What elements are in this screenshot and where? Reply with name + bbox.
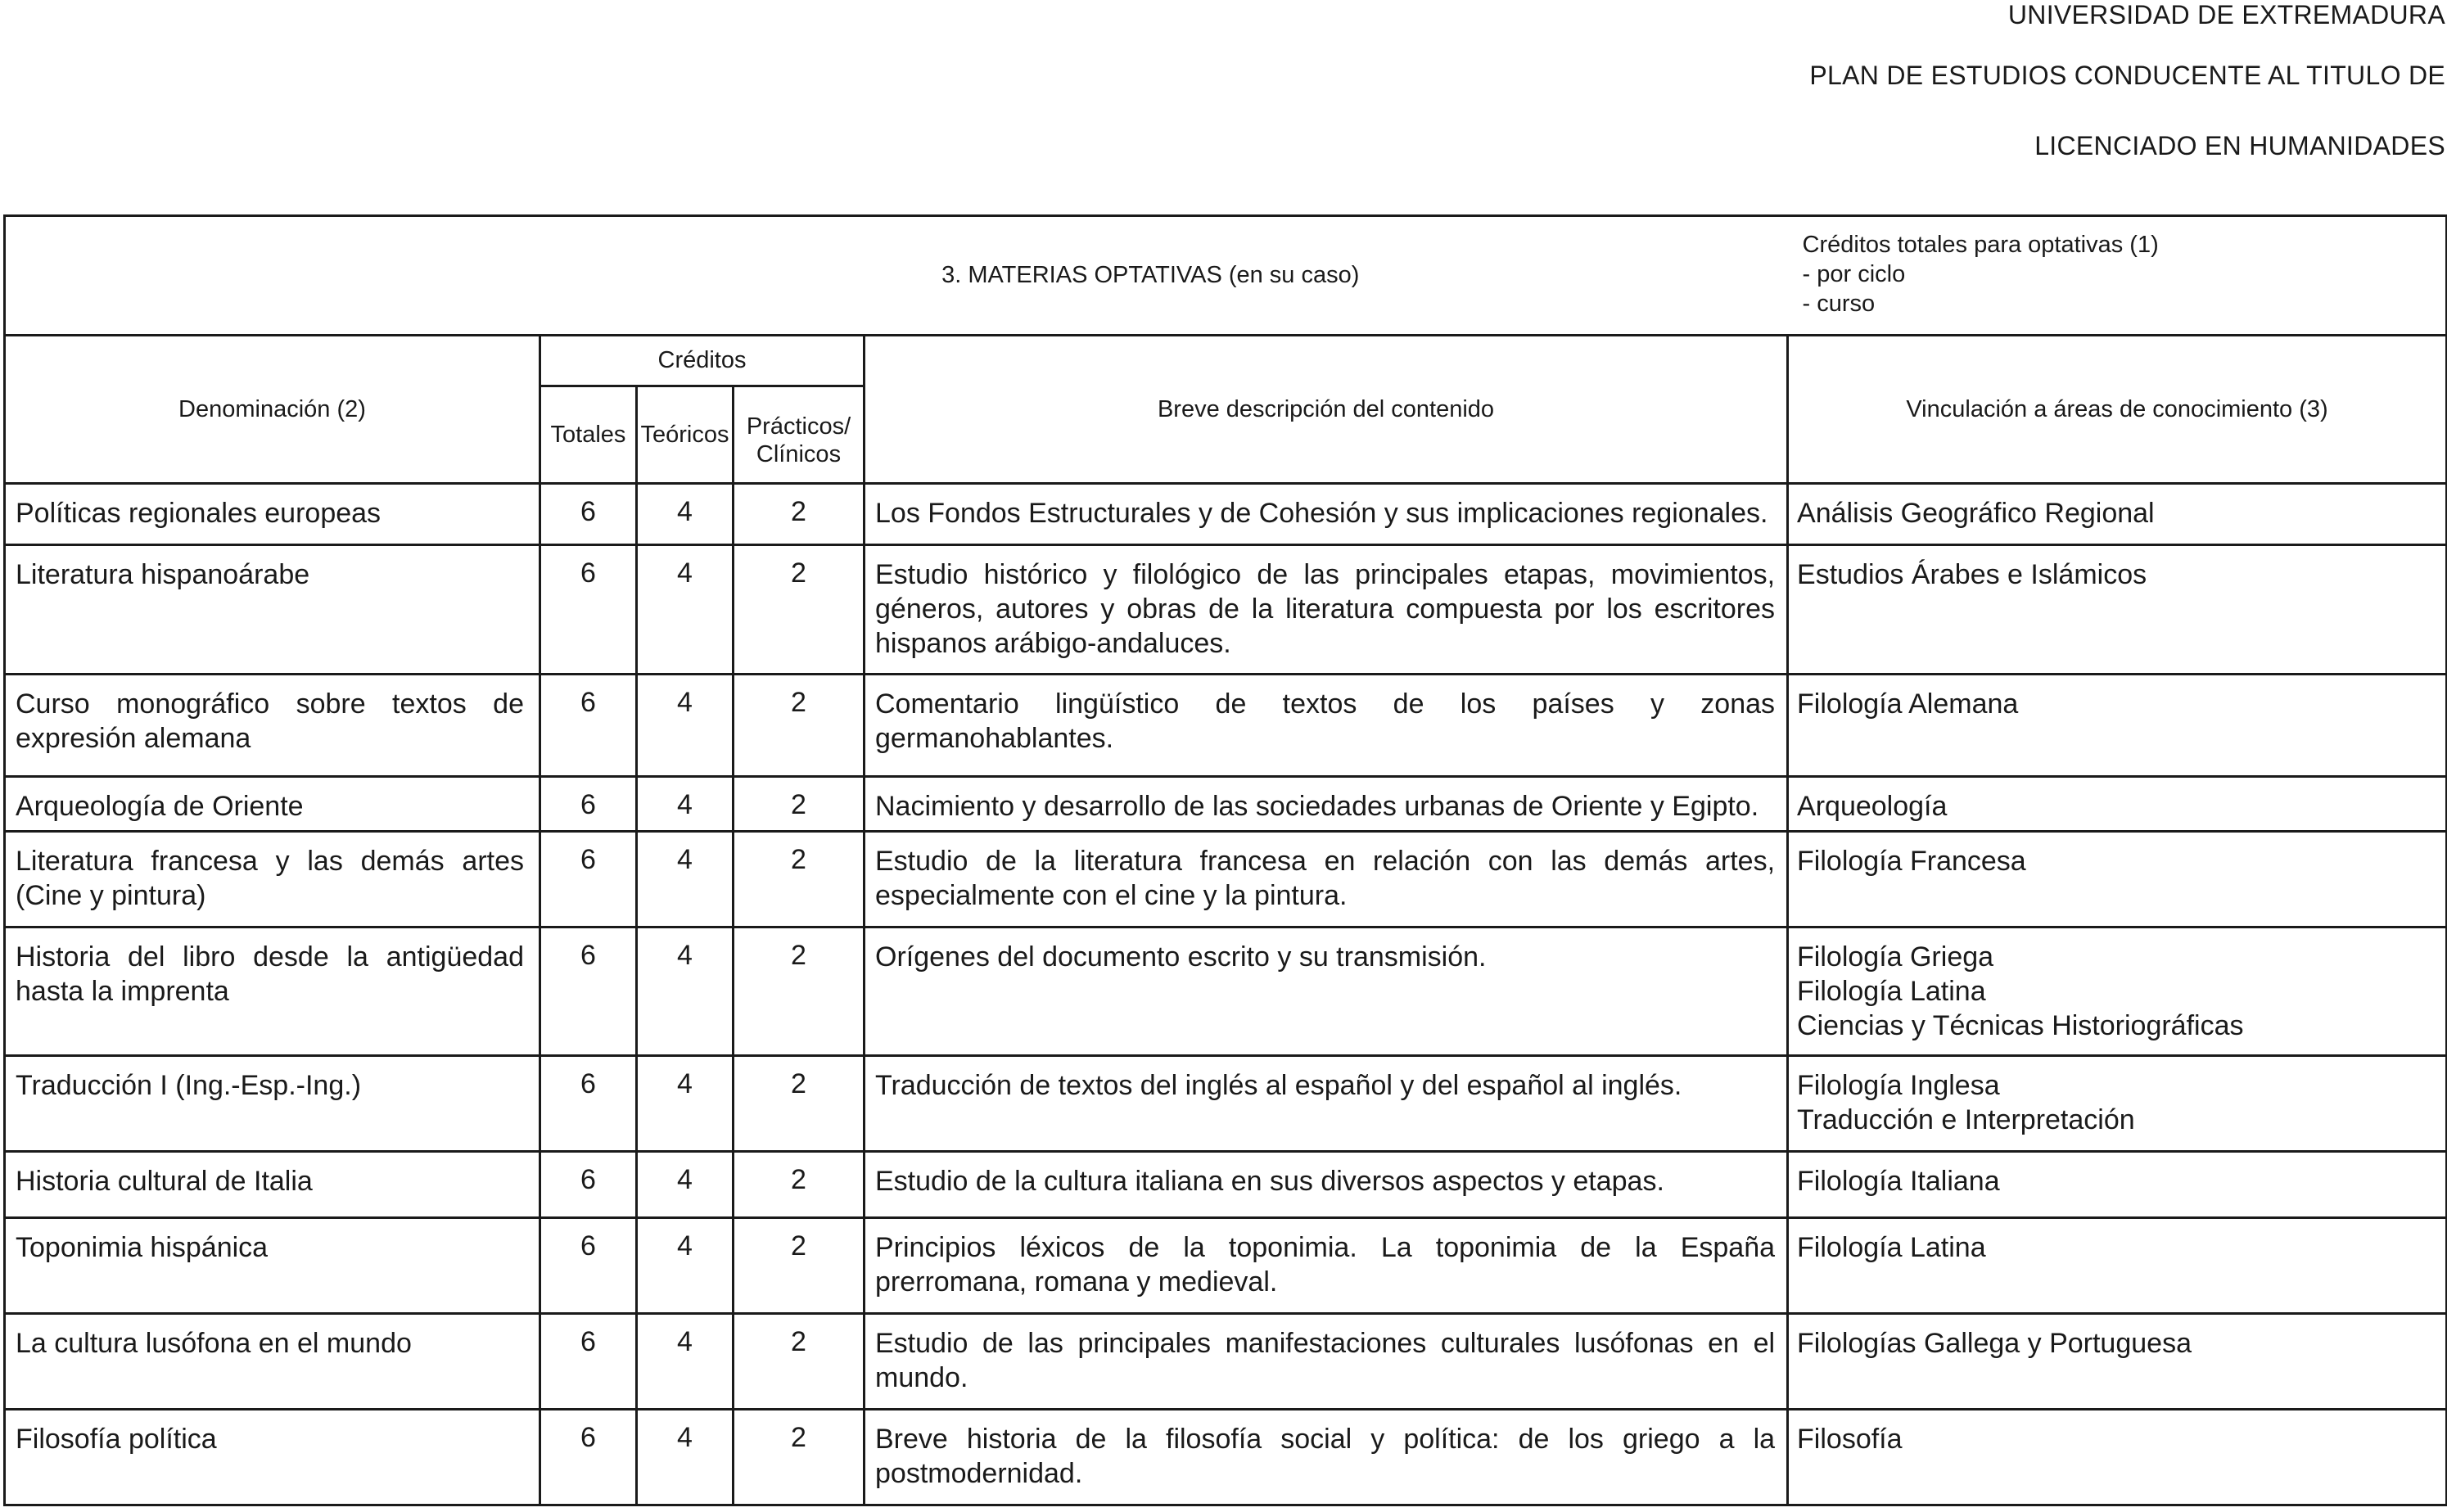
teoricos-cell: 4 — [637, 1152, 734, 1218]
area-item: Análisis Geográfico Regional — [1797, 497, 2155, 529]
teoricos-cell: 4 — [637, 1409, 734, 1505]
totales-cell: 6 — [540, 1056, 637, 1152]
vinculacion-cell — [1788, 483, 2447, 545]
descripcion-cell: Estudio de la cultura italiana en sus diversos aspectos y etapas. — [865, 1152, 1788, 1218]
table-row — [5, 1152, 2447, 1218]
teoricos-cell: 4 — [637, 832, 734, 928]
teoricos-cell: 4 — [637, 928, 734, 1056]
descripcion-cell: Principios léxicos de la toponimia. La toponimia de la España prerromana, romana y medieval. — [865, 1218, 1788, 1314]
practicos-cell: 2 — [734, 1152, 865, 1218]
totales-cell: 6 — [540, 545, 637, 674]
vinculacion-cell — [1788, 1313, 2447, 1409]
teoricos-cell: 4 — [637, 483, 734, 545]
denominacion-cell: Traducción I (Ing.-Esp.-Ing.) — [5, 1056, 540, 1152]
practicos-cell: 2 — [734, 1056, 865, 1152]
table-row — [5, 832, 2447, 928]
practicos-cell: 2 — [734, 832, 865, 928]
teoricos-cell: 4 — [637, 1313, 734, 1409]
table-row — [5, 1409, 2447, 1505]
table-row — [5, 1218, 2447, 1314]
totales-cell: 6 — [540, 674, 637, 776]
totales-cell: 6 — [540, 1409, 637, 1505]
area-item: Ciencias y Técnicas Historiográficas — [1797, 1010, 2244, 1042]
denominacion-cell: Literatura francesa y las demás artes (Cine y pintura) — [5, 832, 540, 928]
denominacion-cell: Filosofía política — [5, 1409, 540, 1505]
plan-title: PLAN DE ESTUDIOS CONDUCENTE AL TITULO DE — [1809, 61, 2445, 90]
denominacion-cell: Políticas regionales europeas — [5, 483, 540, 545]
section-title: 3. MATERIAS OPTATIVAS (en su caso) — [5, 216, 1788, 336]
area-item: Filología Latina — [1797, 976, 1986, 1008]
teoricos-cell: 4 — [637, 674, 734, 776]
optional-subjects-table — [3, 214, 2447, 1506]
teoricos-cell: 4 — [637, 1056, 734, 1152]
clinicos-label: Clínicos — [756, 440, 842, 467]
column-header-totales: Totales — [540, 386, 637, 483]
denominacion-cell: Toponimia hispánica — [5, 1218, 540, 1314]
area-item: Filologías Gallega y Portuguesa — [1797, 1327, 2192, 1359]
table-row — [5, 776, 2447, 832]
table-row — [5, 545, 2447, 674]
section-header-row — [5, 216, 2447, 336]
table-row — [5, 1313, 2447, 1409]
area-item: Filología Inglesa — [1797, 1070, 2000, 1102]
vinculacion-cell — [1788, 1152, 2447, 1218]
totales-cell: 6 — [540, 1152, 637, 1218]
denominacion-cell: Literatura hispanoárabe — [5, 545, 540, 674]
denominacion-cell: Historia del libro desde la antigüedad hasta la imprenta — [5, 928, 540, 1056]
descripcion-cell: Breve historia de la filosofía social y política: de los griego a la postmodernidad. — [865, 1409, 1788, 1505]
area-item: Filología Alemana — [1797, 688, 2019, 720]
vinculacion-cell — [1788, 776, 2447, 832]
vinculacion-cell — [1788, 1218, 2447, 1314]
totales-cell: 6 — [540, 832, 637, 928]
totales-cell: 6 — [540, 776, 637, 832]
credits-note — [1788, 216, 2447, 336]
practicos-cell: 2 — [734, 483, 865, 545]
practicos-cell: 2 — [734, 1313, 865, 1409]
practicos-cell: 2 — [734, 928, 865, 1056]
totales-cell: 6 — [540, 1313, 637, 1409]
teoricos-cell: 4 — [637, 1218, 734, 1314]
area-item: Traducción e Interpretación — [1797, 1104, 2135, 1136]
practicos-cell: 2 — [734, 674, 865, 776]
teoricos-cell: 4 — [637, 545, 734, 674]
totales-cell: 6 — [540, 1218, 637, 1314]
denominacion-cell: Curso monográfico sobre textos de expresión alemana — [5, 674, 540, 776]
descripcion-cell: Estudio de la literatura francesa en relación con las demás artes, especialmente con el cine y la pintura. — [865, 832, 1788, 928]
area-item: Estudios Árabes e Islámicos — [1797, 559, 2147, 591]
credits-note-line: - curso — [1802, 291, 1876, 317]
descripcion-cell: Traducción de textos del inglés al español y del español al inglés. — [865, 1056, 1788, 1152]
descripcion-cell: Los Fondos Estructurales y de Cohesión y sus implicaciones regionales. — [865, 483, 1788, 545]
table-row — [5, 1056, 2447, 1152]
column-header-denominacion: Denominación (2) — [5, 336, 540, 483]
area-item: Arqueología — [1797, 790, 1948, 822]
column-header-creditos: Créditos — [540, 336, 865, 386]
descripcion-cell: Estudio de las principales manifestaciones culturales lusófonas en el mundo. — [865, 1313, 1788, 1409]
denominacion-cell: La cultura lusófona en el mundo — [5, 1313, 540, 1409]
practicos-cell: 2 — [734, 1218, 865, 1314]
practicos-cell: 2 — [734, 545, 865, 674]
area-item: Filología Italiana — [1797, 1166, 2000, 1198]
descripcion-cell: Estudio histórico y filológico de las principales etapas, movimientos, géneros, autores y obras de la literatura compuesta por los escritores hispanos arábigo-andaluces. — [865, 545, 1788, 674]
credits-note-line: - por ciclo — [1802, 261, 1906, 287]
descripcion-cell: Nacimiento y desarrollo de las sociedades urbanas de Oriente y Egipto. — [865, 776, 1788, 832]
university-name: UNIVERSIDAD DE EXTREMADURA — [2007, 0, 2445, 29]
table-row — [5, 928, 2447, 1056]
totales-cell: 6 — [540, 928, 637, 1056]
column-header-row — [5, 336, 2447, 386]
totales-cell: 6 — [540, 483, 637, 545]
credits-note-line: Créditos totales para optativas (1) — [1802, 232, 2159, 258]
vinculacion-cell — [1788, 674, 2447, 776]
column-header-descripcion: Breve descripción del contenido — [865, 336, 1788, 483]
teoricos-cell: 4 — [637, 776, 734, 832]
vinculacion-cell — [1788, 832, 2447, 928]
column-header-practicos — [734, 386, 865, 483]
practicos-cell: 2 — [734, 1409, 865, 1505]
area-item: Filología Griega — [1797, 941, 1994, 973]
denominacion-cell: Arqueología de Oriente — [5, 776, 540, 832]
column-header-vinculacion: Vinculación a áreas de conocimiento (3) — [1788, 336, 2447, 483]
area-item: Filología Francesa — [1797, 846, 2026, 878]
table-row — [5, 674, 2447, 776]
descripcion-cell: Orígenes del documento escrito y su transmisión. — [865, 928, 1788, 1056]
area-item: Filosofía — [1797, 1423, 1903, 1455]
practicos-cell: 2 — [734, 776, 865, 832]
degree-title: LICENCIADO EN HUMANIDADES — [2034, 131, 2445, 160]
vinculacion-cell — [1788, 928, 2447, 1056]
vinculacion-cell — [1788, 545, 2447, 674]
practicos-label: Prácticos/ — [746, 413, 851, 440]
vinculacion-cell — [1788, 1056, 2447, 1152]
column-header-teoricos: Teóricos — [637, 386, 734, 483]
descripcion-cell: Comentario lingüístico de textos de los países y zonas germanohablantes. — [865, 674, 1788, 776]
area-item: Filología Latina — [1797, 1232, 1986, 1264]
denominacion-cell: Historia cultural de Italia — [5, 1152, 540, 1218]
vinculacion-cell — [1788, 1409, 2447, 1505]
table-row — [5, 483, 2447, 545]
